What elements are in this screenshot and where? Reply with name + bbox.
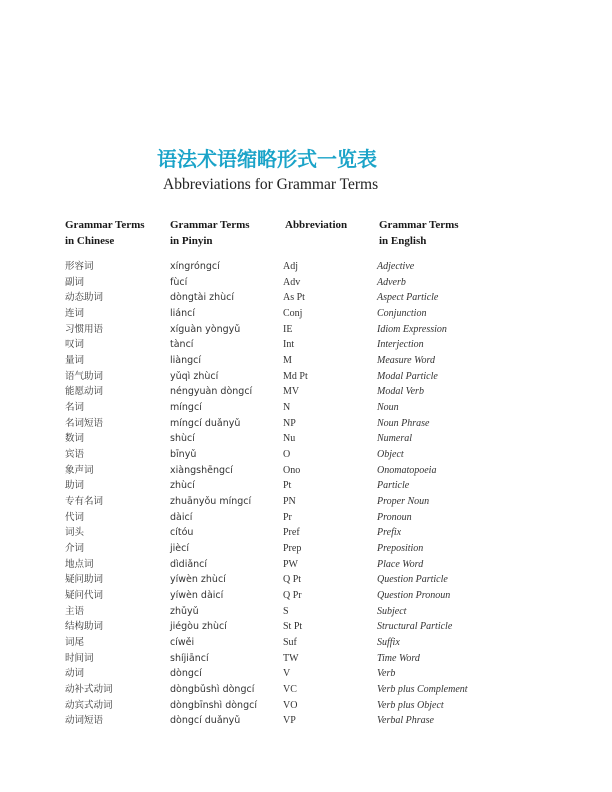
term-english: Verb plus Complement [377, 684, 468, 696]
term-english: Verb [377, 668, 396, 680]
table-row [0, 322, 612, 338]
term-pinyin: xiàngshēngcí [170, 464, 233, 476]
term-pinyin: zhǔyǔ [170, 605, 199, 617]
term-english: Verb plus Object [377, 699, 444, 711]
term-chinese: 副词 [65, 276, 85, 288]
table-row [0, 572, 612, 588]
term-pinyin: zhùcí [170, 480, 195, 492]
term-abbreviation: S [283, 605, 289, 617]
term-abbreviation: Conj [283, 308, 303, 320]
term-abbreviation: V [283, 668, 291, 680]
term-chinese: 动词 [65, 668, 85, 680]
term-chinese: 动补式动词 [65, 684, 113, 696]
term-chinese: 连词 [65, 308, 85, 320]
table-row [0, 478, 612, 494]
term-english: Modal Verb [377, 386, 424, 398]
term-pinyin: dòngtài zhùcí [170, 292, 234, 304]
header-abbreviation-line1: Abbreviation [285, 219, 348, 231]
term-abbreviation: PW [283, 558, 298, 570]
term-english: Noun Phrase [377, 417, 430, 429]
term-english: Measure Word [377, 355, 436, 367]
term-pinyin: dòngcí [170, 668, 202, 680]
term-english: Time Word [377, 652, 420, 664]
term-chinese: 名词 [65, 402, 85, 414]
term-abbreviation: Ono [283, 464, 301, 476]
term-abbreviation: M [283, 355, 292, 367]
table-row [0, 682, 612, 698]
term-pinyin: yíwèn dàicí [170, 590, 224, 602]
term-pinyin: shùcí [170, 433, 195, 445]
table-row [0, 463, 612, 479]
term-abbreviation: Int [283, 339, 295, 351]
table-row [0, 525, 612, 541]
term-pinyin: liáncí [170, 308, 195, 320]
term-chinese: 词尾 [65, 637, 85, 649]
table-row [0, 541, 612, 557]
term-abbreviation: VC [283, 684, 297, 696]
term-chinese: 疑问助词 [65, 574, 104, 586]
table-row [0, 384, 612, 400]
header-chinese [65, 217, 145, 249]
term-abbreviation: Q Pt [283, 574, 302, 586]
abbreviation-table [0, 259, 612, 729]
table-row [0, 619, 612, 635]
header-abbreviation [285, 217, 347, 233]
term-chinese: 形容词 [65, 261, 94, 272]
term-abbreviation: IE [283, 323, 293, 335]
table-row [0, 557, 612, 573]
term-english: Subject [377, 605, 407, 617]
term-english: Particle [377, 480, 410, 492]
term-pinyin: dìdiǎncí [170, 558, 208, 570]
header-pinyin [170, 217, 250, 249]
term-english: Proper Noun [377, 496, 430, 508]
table-row [0, 604, 612, 620]
term-chinese: 宾语 [65, 449, 85, 461]
term-chinese: 象声词 [65, 464, 94, 476]
term-pinyin: jiècí [170, 543, 189, 555]
term-english: Adjective [377, 261, 415, 272]
table-row [0, 400, 612, 416]
term-chinese: 助词 [65, 480, 85, 492]
term-chinese: 疑问代词 [65, 590, 104, 602]
table-row [0, 588, 612, 604]
term-english: Adverb [377, 276, 406, 288]
term-pinyin: míngcí [170, 402, 202, 414]
term-abbreviation: Q Pr [283, 590, 302, 602]
term-pinyin: néngyuàn dòngcí [170, 386, 253, 398]
term-chinese: 结构助词 [65, 621, 104, 633]
term-abbreviation: Adj [283, 261, 298, 272]
term-english: Interjection [377, 339, 424, 351]
term-chinese: 能愿动词 [65, 386, 104, 398]
term-pinyin: míngcí duǎnyǔ [170, 417, 241, 429]
header-chinese-line2: in Chinese [65, 235, 115, 247]
header-pinyin-line2: in Pinyin [170, 235, 213, 247]
term-english: Question Particle [377, 574, 448, 586]
page-title-chinese: 语法术语缩略形式一览表 [157, 147, 377, 171]
term-pinyin: jiégòu zhùcí [170, 621, 227, 633]
table-row [0, 290, 612, 306]
term-pinyin: dòngbǔshì dòngcí [170, 684, 255, 696]
term-english: Noun [377, 402, 399, 414]
term-chinese: 代词 [65, 511, 85, 523]
term-english: Numeral [377, 433, 412, 445]
table-row [0, 275, 612, 291]
table-row [0, 713, 612, 729]
term-abbreviation: Pref [283, 527, 300, 539]
term-abbreviation: As Pt [283, 292, 305, 304]
table-row [0, 651, 612, 667]
term-pinyin: cíwěi [170, 637, 195, 649]
term-english: Place Word [377, 558, 424, 570]
term-abbreviation: Md Pt [283, 370, 308, 382]
term-english: Conjunction [377, 308, 427, 320]
term-abbreviation: N [283, 402, 291, 414]
page-title-english: Abbreviations for Grammar Terms [163, 176, 379, 193]
term-english: Preposition [377, 543, 424, 555]
term-abbreviation: NP [283, 417, 296, 429]
term-abbreviation: St Pt [283, 621, 303, 633]
term-chinese: 习惯用语 [65, 323, 104, 335]
term-pinyin: xíguàn yòngyǔ [170, 323, 241, 335]
term-abbreviation: O [283, 449, 291, 461]
term-abbreviation: VP [283, 715, 296, 727]
term-abbreviation: Suf [283, 637, 297, 649]
term-pinyin: cítóu [170, 527, 194, 539]
table-row [0, 369, 612, 385]
table-row [0, 306, 612, 322]
table-row [0, 494, 612, 510]
term-chinese: 量词 [65, 355, 85, 367]
term-english: Prefix [377, 527, 402, 539]
term-chinese: 专有名词 [65, 496, 104, 508]
term-english: Pronoun [377, 511, 412, 523]
term-abbreviation: VO [283, 699, 298, 711]
table-row [0, 698, 612, 714]
term-pinyin: dàicí [170, 511, 193, 523]
term-pinyin: zhuānyǒu míngcí [170, 496, 252, 508]
table-row [0, 666, 612, 682]
term-chinese: 叹词 [65, 339, 85, 351]
term-chinese: 动词短语 [65, 715, 104, 727]
term-english: Idiom Expression [377, 323, 447, 335]
term-pinyin: yíwèn zhùcí [170, 574, 226, 586]
header-chinese-line1: Grammar Terms [65, 219, 145, 231]
term-abbreviation: MV [283, 386, 300, 398]
term-abbreviation: Nu [283, 433, 296, 445]
term-pinyin: xíngróngcí [170, 261, 220, 272]
header-english-line1: Grammar Terms [379, 219, 459, 231]
table-row [0, 259, 612, 275]
term-chinese: 动态助词 [65, 292, 104, 304]
term-abbreviation: Adv [283, 276, 301, 288]
term-chinese: 名词短语 [65, 417, 104, 429]
header-english-line2: in English [379, 235, 427, 247]
table-row [0, 337, 612, 353]
table-row [0, 635, 612, 651]
table-row [0, 447, 612, 463]
header-english [379, 217, 459, 249]
term-english: Question Pronoun [377, 590, 451, 602]
term-pinyin: dòngcí duǎnyǔ [170, 715, 241, 727]
table-row [0, 416, 612, 432]
term-english: Modal Particle [377, 370, 438, 382]
table-row [0, 431, 612, 447]
header-pinyin-line1: Grammar Terms [170, 219, 250, 231]
term-english: Verbal Phrase [377, 715, 434, 727]
term-abbreviation: Pr [283, 511, 292, 523]
term-chinese: 介词 [65, 543, 85, 555]
term-pinyin: dòngbīnshì dòngcí [170, 699, 257, 711]
term-pinyin: liàngcí [170, 355, 202, 367]
term-english: Aspect Particle [377, 292, 439, 304]
term-chinese: 语气助词 [65, 370, 104, 382]
term-chinese: 动宾式动词 [65, 699, 113, 711]
term-abbreviation: PN [283, 496, 296, 508]
term-english: Structural Particle [377, 621, 453, 633]
term-pinyin: fùcí [170, 276, 188, 288]
term-pinyin: bīnyǔ [170, 449, 197, 461]
term-chinese: 时间词 [65, 652, 94, 664]
term-abbreviation: Prep [283, 543, 302, 555]
term-chinese: 词头 [65, 527, 85, 539]
term-chinese: 地点词 [65, 558, 94, 570]
term-chinese: 主语 [65, 605, 85, 617]
table-row [0, 353, 612, 369]
term-abbreviation: TW [283, 652, 299, 664]
term-english: Suffix [377, 637, 400, 649]
term-english: Onomatopoeia [377, 464, 437, 476]
term-pinyin: yǔqì zhùcí [170, 370, 219, 382]
table-row [0, 510, 612, 526]
term-chinese: 数词 [65, 433, 85, 445]
term-pinyin: shíjiāncí [170, 652, 209, 664]
term-english: Object [377, 449, 404, 461]
term-pinyin: tàncí [170, 339, 194, 351]
term-abbreviation: Pt [283, 480, 292, 492]
